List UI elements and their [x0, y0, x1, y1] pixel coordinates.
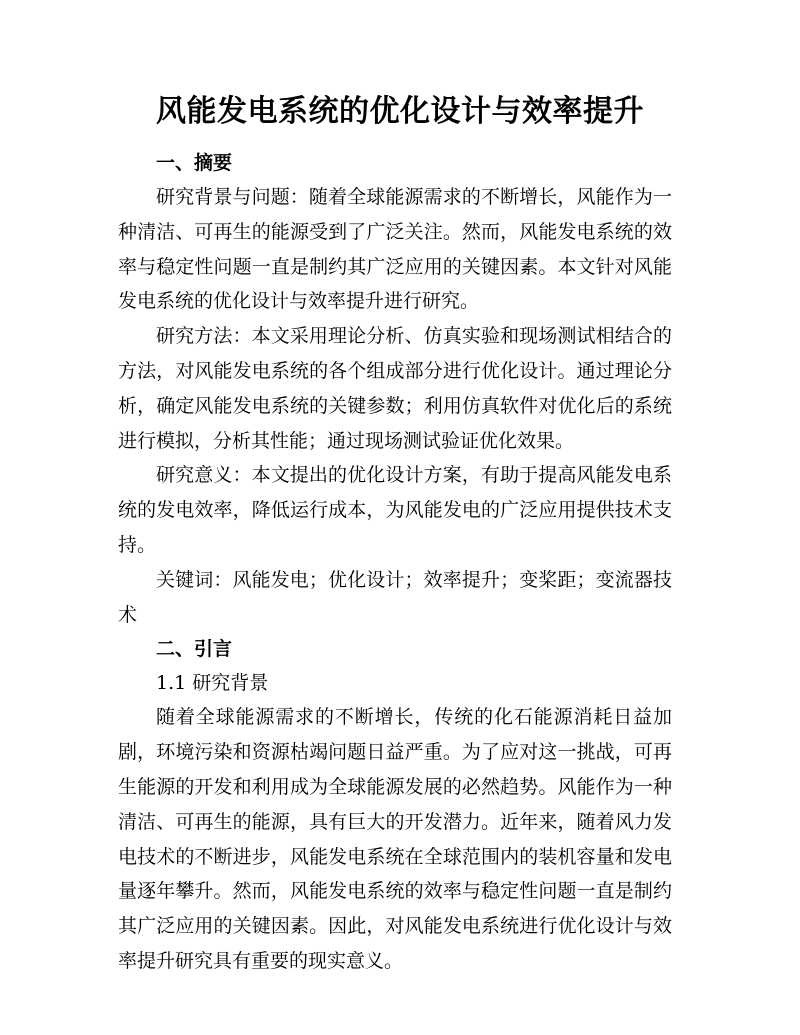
keywords-line: 关键词：风能发电；优化设计；效率提升；变桨距；变流器技术: [118, 568, 672, 626]
abstract-methods-paragraph: 研究方法：本文采用理论分析、仿真实验和现场测试相结合的方法，对风能发电系统的各个组成部分进行优化设计。通过理论分析，确定风能发电系统的关键参数；利用仿真软件对优化后的系统进行模拟，分析其性能；通过现场测试验证优化效果。: [118, 325, 672, 452]
subsection-heading-background: 1.1 研究背景: [156, 672, 269, 695]
abstract-background-paragraph: 研究背景与问题：随着全球能源需求的不断增长，风能作为一种清洁、可再生的能源受到了广泛关注。然而，风能发电系统的效率与稳定性问题一直是制约其广泛应用的关键因素。本文针对风能发电系统的优化设计与效率提升进行研究。: [118, 186, 672, 313]
section-heading-abstract: 一、摘要: [156, 152, 233, 174]
document-body: [118, 146, 672, 979]
section-heading-introduction: 二、引言: [156, 638, 233, 661]
document-title: 风能发电系统的优化设计与效率提升: [156, 94, 644, 129]
background-paragraph: 随着全球能源需求的不断增长，传统的化石能源消耗日益加剧，环境污染和资源枯竭问题日益严重。为了应对这一挑战，可再生能源的开发和利用成为全球能源发展的必然趋势。风能作为一种清洁、可再生的能源，具有巨大的开发潜力。近年来，随着风力发电技术的不断进步，风能发电系统在全球范围内的装机容量和发电量逐年攀升。然而，风能发电系统的效率与稳定性问题一直是制约其广泛应用的关键因素。因此，对风能发电系统进行优化设计与效率提升研究具有重要的现实意义。: [118, 706, 672, 972]
abstract-significance-paragraph: 研究意义：本文提出的优化设计方案，有助于提高风能发电系统的发电效率，降低运行成本，为风能发电的广泛应用提供技术支持。: [118, 464, 672, 556]
